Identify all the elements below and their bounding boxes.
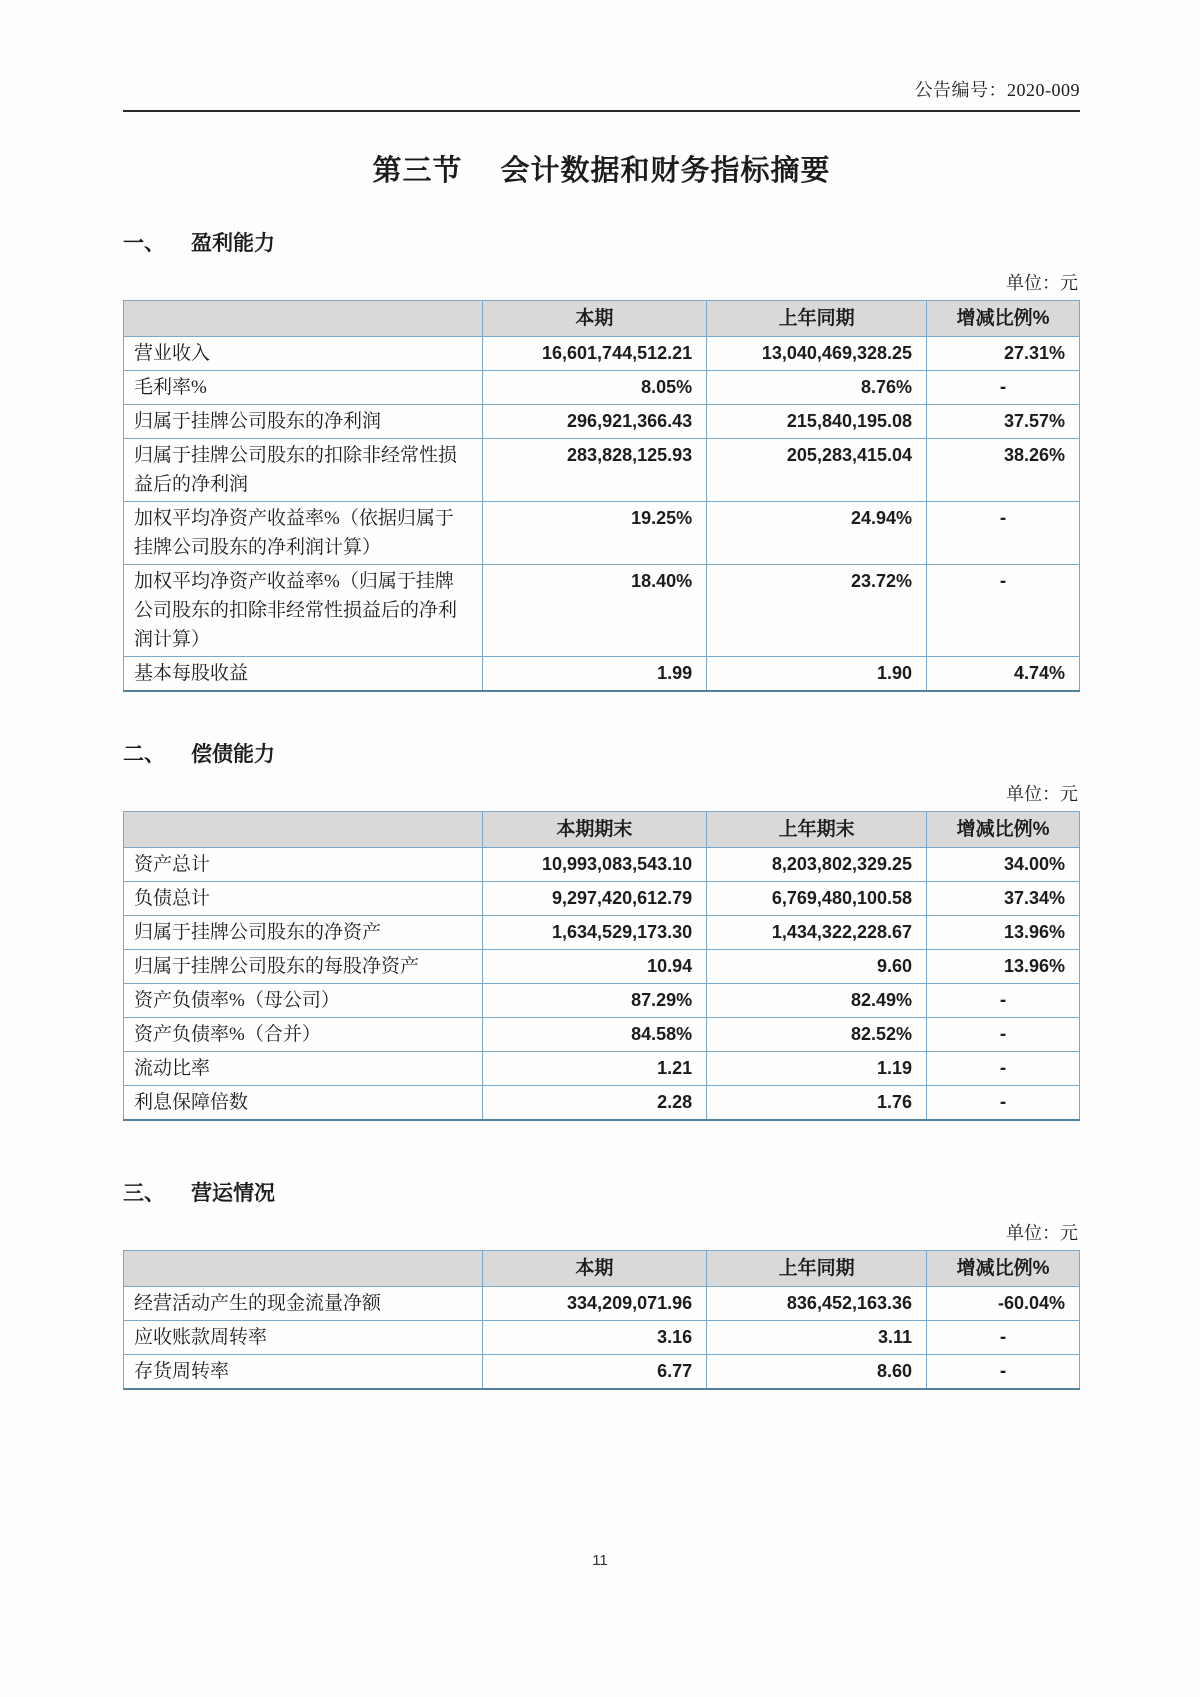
- column-header: 上年期末: [707, 812, 927, 848]
- value-cell: 6,769,480,100.58: [707, 882, 927, 916]
- table-row: [124, 657, 1080, 692]
- operations-table: [123, 1250, 1080, 1390]
- table-header-row: [124, 1251, 1080, 1287]
- solvency-table: [123, 811, 1080, 1121]
- table-row: [124, 984, 1080, 1018]
- value-cell: 87.29%: [482, 984, 707, 1018]
- value-cell: 9.60: [707, 950, 927, 984]
- value-cell: -: [927, 1355, 1080, 1390]
- table-row: [124, 950, 1080, 984]
- table-row: [124, 1052, 1080, 1086]
- value-cell: -: [927, 502, 1080, 565]
- value-cell: -: [927, 371, 1080, 405]
- row-label: 加权平均净资产收益率%（归属于挂牌公司股东的扣除非经常性损益后的净利润计算）: [124, 565, 483, 657]
- row-label: 归属于挂牌公司股东的扣除非经常性损益后的净利润: [124, 439, 483, 502]
- column-header: 增减比例%: [927, 301, 1080, 337]
- header-indicator: [124, 1251, 483, 1287]
- table-row: [124, 848, 1080, 882]
- page-title: [123, 148, 1080, 189]
- row-label: 利息保障倍数: [124, 1086, 483, 1121]
- table-row: [124, 1086, 1080, 1121]
- value-cell: -: [927, 565, 1080, 657]
- column-header: 本期期末: [482, 812, 707, 848]
- table-row: [124, 916, 1080, 950]
- value-cell: 1.90: [707, 657, 927, 692]
- table-row: [124, 371, 1080, 405]
- value-cell: 1.21: [482, 1052, 707, 1086]
- value-cell: 82.49%: [707, 984, 927, 1018]
- value-cell: 3.16: [482, 1321, 707, 1355]
- row-label: 应收账款周转率: [124, 1321, 483, 1355]
- table-row: [124, 1018, 1080, 1052]
- value-cell: 836,452,163.36: [707, 1287, 927, 1321]
- section-title: 盈利能力: [191, 232, 275, 255]
- section-number: 二、: [123, 743, 165, 766]
- value-cell: 10,993,083,543.10: [482, 848, 707, 882]
- row-label: 毛利率%: [124, 371, 483, 405]
- value-cell: 24.94%: [707, 502, 927, 565]
- value-cell: 18.40%: [482, 565, 707, 657]
- row-label: 基本每股收益: [124, 657, 483, 692]
- profitability-table: [123, 300, 1080, 692]
- row-label: 资产负债率%（母公司）: [124, 984, 483, 1018]
- page-title-chapter: 第三节: [372, 155, 463, 187]
- value-cell: 13,040,469,328.25: [707, 337, 927, 371]
- table-row: [124, 502, 1080, 565]
- value-cell: -: [927, 1052, 1080, 1086]
- table-row: [124, 1321, 1080, 1355]
- page-number: 11: [592, 1552, 608, 1569]
- page-title-text: 会计数据和财务指标摘要: [500, 155, 831, 187]
- column-header: 增减比例%: [927, 1251, 1080, 1287]
- column-header: 增减比例%: [927, 812, 1080, 848]
- value-cell: 16,601,744,512.21: [482, 337, 707, 371]
- value-cell: -: [927, 984, 1080, 1018]
- value-cell: 1,634,529,173.30: [482, 916, 707, 950]
- row-label: 资产负债率%（合并）: [124, 1018, 483, 1052]
- value-cell: 8.60: [707, 1355, 927, 1390]
- table-row: [124, 337, 1080, 371]
- section-heading-solvency: [123, 738, 1080, 768]
- row-label: 流动比率: [124, 1052, 483, 1086]
- value-cell: 2.28: [482, 1086, 707, 1121]
- table-row: [124, 882, 1080, 916]
- value-cell: 37.34%: [927, 882, 1080, 916]
- value-cell: 205,283,415.04: [707, 439, 927, 502]
- column-header: 上年同期: [707, 301, 927, 337]
- header-indicator: [124, 812, 483, 848]
- doc-number: 公告编号：2020-009: [914, 80, 1080, 100]
- table-row: [124, 1287, 1080, 1321]
- value-cell: 10.94: [482, 950, 707, 984]
- table-header-row: [124, 301, 1080, 337]
- value-cell: -60.04%: [927, 1287, 1080, 1321]
- value-cell: -: [927, 1086, 1080, 1121]
- value-cell: 84.58%: [482, 1018, 707, 1052]
- table-header-row: [124, 812, 1080, 848]
- value-cell: 296,921,366.43: [482, 405, 707, 439]
- row-label: 归属于挂牌公司股东的每股净资产: [124, 950, 483, 984]
- table-row: [124, 439, 1080, 502]
- value-cell: 1.19: [707, 1052, 927, 1086]
- section-heading-operations: [123, 1177, 1080, 1207]
- table-row: [124, 405, 1080, 439]
- value-cell: 27.31%: [927, 337, 1080, 371]
- value-cell: 37.57%: [927, 405, 1080, 439]
- row-label: 营业收入: [124, 337, 483, 371]
- unit-label: 单位：元: [1006, 1223, 1078, 1243]
- value-cell: 4.74%: [927, 657, 1080, 692]
- value-cell: 283,828,125.93: [482, 439, 707, 502]
- row-label: 存货周转率: [124, 1355, 483, 1390]
- value-cell: 8.76%: [707, 371, 927, 405]
- value-cell: 8,203,802,329.25: [707, 848, 927, 882]
- section-number: 三、: [123, 1182, 165, 1205]
- value-cell: 3.11: [707, 1321, 927, 1355]
- table-row: [124, 565, 1080, 657]
- column-header: 上年同期: [707, 1251, 927, 1287]
- row-label: 经营活动产生的现金流量净额: [124, 1287, 483, 1321]
- value-cell: 1.99: [482, 657, 707, 692]
- section-title: 营运情况: [191, 1182, 275, 1205]
- section-heading-profitability: [123, 227, 1080, 257]
- value-cell: 6.77: [482, 1355, 707, 1390]
- column-header: 本期: [482, 301, 707, 337]
- value-cell: 9,297,420,612.79: [482, 882, 707, 916]
- column-header: 本期: [482, 1251, 707, 1287]
- value-cell: 38.26%: [927, 439, 1080, 502]
- value-cell: 334,209,071.96: [482, 1287, 707, 1321]
- value-cell: 13.96%: [927, 916, 1080, 950]
- value-cell: 82.52%: [707, 1018, 927, 1052]
- value-cell: 1,434,322,228.67: [707, 916, 927, 950]
- row-label: 归属于挂牌公司股东的净资产: [124, 916, 483, 950]
- value-cell: 13.96%: [927, 950, 1080, 984]
- value-cell: 1.76: [707, 1086, 927, 1121]
- row-label: 归属于挂牌公司股东的净利润: [124, 405, 483, 439]
- value-cell: -: [927, 1321, 1080, 1355]
- row-label: 资产总计: [124, 848, 483, 882]
- unit-label: 单位：元: [1006, 273, 1078, 293]
- value-cell: 19.25%: [482, 502, 707, 565]
- table-row: [124, 1355, 1080, 1390]
- value-cell: 8.05%: [482, 371, 707, 405]
- row-label: 负债总计: [124, 882, 483, 916]
- value-cell: 23.72%: [707, 565, 927, 657]
- section-title: 偿债能力: [191, 743, 275, 766]
- value-cell: 215,840,195.08: [707, 405, 927, 439]
- header-indicator: [124, 301, 483, 337]
- value-cell: -: [927, 1018, 1080, 1052]
- section-number: 一、: [123, 232, 165, 255]
- row-label: 加权平均净资产收益率%（依据归属于挂牌公司股东的净利润计算）: [124, 502, 483, 565]
- unit-label: 单位：元: [1006, 784, 1078, 804]
- value-cell: 34.00%: [927, 848, 1080, 882]
- header-rule: [123, 110, 1080, 112]
